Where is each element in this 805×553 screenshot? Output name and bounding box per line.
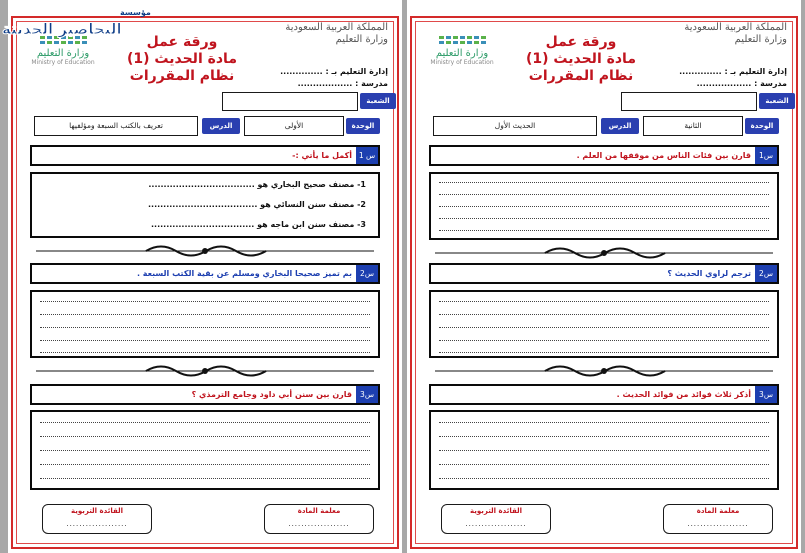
fill-item-2: 2- مصنف سنن النسائي هو .................................... [147,200,366,209]
ministry-logo [28,36,98,92]
student-field[interactable] [222,92,358,111]
worksheet-title [511,34,651,85]
unit-value: الأولى [244,116,344,136]
ministry-logo [427,36,497,92]
unit-value: الثانية [643,116,743,136]
school-line: مدرسة : .................. [696,79,787,88]
question-3-number: س3 [356,386,378,403]
leader-label: القائدة التربوية [469,507,523,515]
ornamental-divider [36,364,374,378]
question-3-number: س3 [755,386,777,403]
logo-english-text: Ministry of Education [31,59,95,66]
logo-english-text: Ministry of Education [430,59,494,66]
question-3-answer-box[interactable] [429,410,779,490]
question-2-answer-box[interactable] [30,290,380,358]
question-1-bar [30,145,380,166]
question-1-text: أكمل ما يأتي :- [292,151,352,160]
question-1-number: س1 [755,147,777,164]
question-1-number: س 1 [356,147,378,164]
teacher-label: معلمة المادة [696,507,740,515]
question-2-number: س2 [755,265,777,282]
teacher-signature-box[interactable] [663,504,773,534]
teacher-dots: ................... [288,520,350,528]
leader-dots: ................... [66,520,128,528]
worksheet-page-1 [8,0,402,553]
logo-arabic-text: وزارة التعليم [36,48,90,59]
ministry-header [278,22,388,46]
logo-arabic-text: وزارة التعليم [435,48,489,59]
teacher-signature-box[interactable] [264,504,374,534]
ministry-text: وزارة التعليم [335,34,388,45]
lesson-value: الحديث الأول [433,116,597,136]
watermark-line-1: مؤسسة [120,8,151,17]
title-line-2: مادة الحديث (1) [127,51,237,67]
question-1-text: قارن بين فئات الناس من موقفها من العلم . [576,151,751,160]
kingdom-text: المملكة العربية السعودية [285,22,388,33]
title-line-3: نظام المقررات [129,68,235,84]
lesson-label: الدرس [202,118,240,134]
kingdom-text: المملكة العربية السعودية [684,22,787,33]
admin-info [280,66,388,90]
question-3-text: أذكر ثلاث فوائد من فوائد الحديث . [616,390,751,399]
unit-label: الوحدة [346,118,380,134]
student-label: الشعبة [759,93,795,109]
question-2-bar [30,263,380,284]
question-1-answer-box[interactable] [30,172,380,238]
leader-signature-box[interactable] [441,504,551,534]
title-line-1: ورقة عمل [146,34,218,50]
unit-label: الوحدة [745,118,779,134]
question-2-answer-box[interactable] [429,290,779,358]
leader-signature-box[interactable] [42,504,152,534]
student-field[interactable] [621,92,757,111]
teacher-dots: ................... [687,520,749,528]
teacher-label: معلمة المادة [297,507,341,515]
leader-dots: ................... [465,520,527,528]
title-line-1: ورقة عمل [545,34,617,50]
question-2-text: بم تميز صحيحا البخاري ومسلم عن بقية الكتب السبعة . [136,269,352,278]
student-label: الشعبة [360,93,396,109]
question-1-bar [429,145,779,166]
ministry-header [677,22,787,46]
question-2-text: ترجم لراوي الحديث ؟ [667,269,751,278]
leader-label: القائدة التربوية [70,507,124,515]
watermark-line-2: التحاضير الحديثة [2,20,122,38]
question-3-answer-box[interactable] [30,410,380,490]
question-2-bar [429,263,779,284]
lesson-value: تعريف بالكتب السبعة ومؤلفيها [34,116,198,136]
question-2-number: س2 [356,265,378,282]
question-3-text: قارن بين سنن أبي داود وجامع الترمذي ؟ [191,390,352,399]
title-line-2: مادة الحديث (1) [526,51,636,67]
admin-line: إدارة التعليم بـ : .............. [679,67,787,76]
school-line: مدرسة : .................. [297,79,388,88]
question-1-answer-box[interactable] [429,172,779,240]
question-3-bar [429,384,779,405]
admin-line: إدارة التعليم بـ : .............. [280,67,388,76]
worksheet-page-2 [407,0,801,553]
publisher-watermark [0,2,180,42]
question-3-bar [30,384,380,405]
ministry-text: وزارة التعليم [734,34,787,45]
fill-item-1: 1- مصنف صحيح البخاري هو ................................... [148,180,366,189]
title-line-3: نظام المقررات [528,68,634,84]
lesson-label: الدرس [601,118,639,134]
ornamental-divider [435,364,773,378]
ornamental-divider [36,244,374,258]
fill-item-3: 3- مصنف سنن ابن ماجه هو .................................. [151,220,366,229]
ornamental-divider [435,246,773,260]
admin-info [679,66,787,90]
